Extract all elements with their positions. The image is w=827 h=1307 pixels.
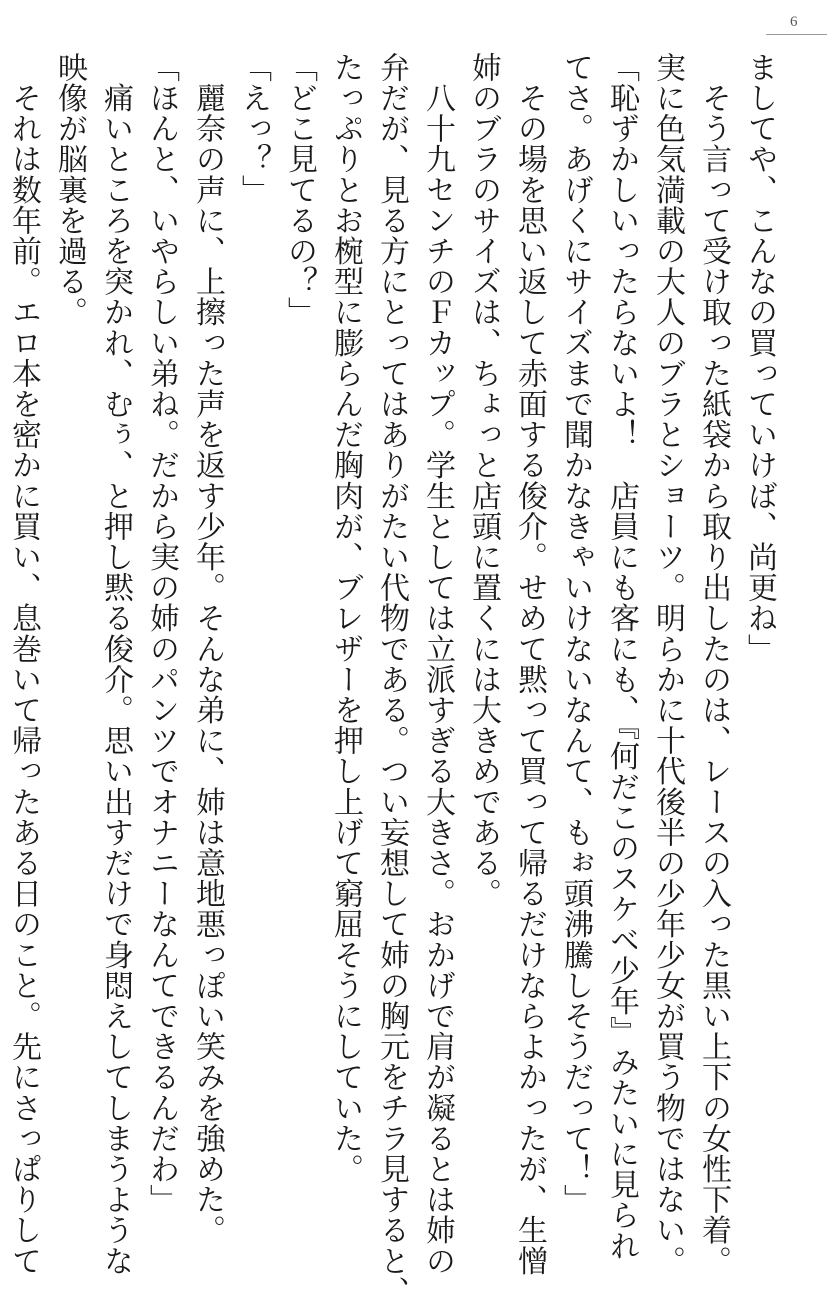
text-line: てさ。あげくにサイズまで聞かなきゃいけないなんて、もぉ頭沸騰しそうだって！」	[558, 52, 593, 1215]
header-rule	[766, 34, 827, 35]
text-line: 「ほんと、いやらしい弟ね。だから実の姉のパンツでオナニーなんてできるんだわ」	[144, 52, 179, 1215]
text-line: 八十九センチのＦカップ。学生としては立派すぎる大きさ。おかげで肩が凝るとは姉の	[420, 52, 455, 1276]
text-line: その場を思い返して赤面する俊介。せめて黙って買って帰るだけならよかったが、生憎	[512, 52, 547, 1276]
text-line: それは数年前。エロ本を密かに買い、息巻いて帰ったある日のこと。先にさっぱりして	[6, 52, 41, 1276]
page-number: 6	[790, 14, 798, 30]
text-line: 「恥ずかしいったらないよ！ 店員にも客にも、『何だこのスケベ少年』みたいに見られ	[604, 52, 639, 1261]
text-line: 実に色気満載の大人のブラとショーツ。明らかに十代後半の少年少女が買う物ではない。	[650, 52, 685, 1276]
text-line: 弁だが、見る方にとってはありがたい代物である。つい妄想して姉の胸元をチラ見すると、	[374, 52, 409, 1307]
body-text	[0, 52, 782, 1307]
text-line: ましてや、こんなの買っていけば、尚更ね」	[742, 52, 777, 664]
text-line: たっぷりとお椀型に膨らんだ胸肉が、ブレザーを押し上げて窮屈そうにしていた。	[328, 52, 363, 1185]
text-line: 「どこ見てるの？」	[282, 52, 317, 328]
text-line: そう言って受け取った紙袋から取り出したのは、レースの入った黒い上下の女性下着。	[696, 52, 731, 1276]
text-line: 麗奈の声に、上擦った声を返す少年。そんな弟に、姉は意地悪っぽい笑みを強めた。	[190, 52, 225, 1246]
text-line: 痛いところを突かれ、むぅ、と押し黙る俊介。思い出すだけで身悶えしてしまうような	[98, 52, 133, 1276]
text-line: 「えっ？」	[236, 52, 271, 205]
text-line: 姉のブラのサイズは、ちょっと店頭に置くには大きめである。	[466, 52, 501, 909]
text-line: 映像が脳裏を過る。	[52, 52, 87, 328]
